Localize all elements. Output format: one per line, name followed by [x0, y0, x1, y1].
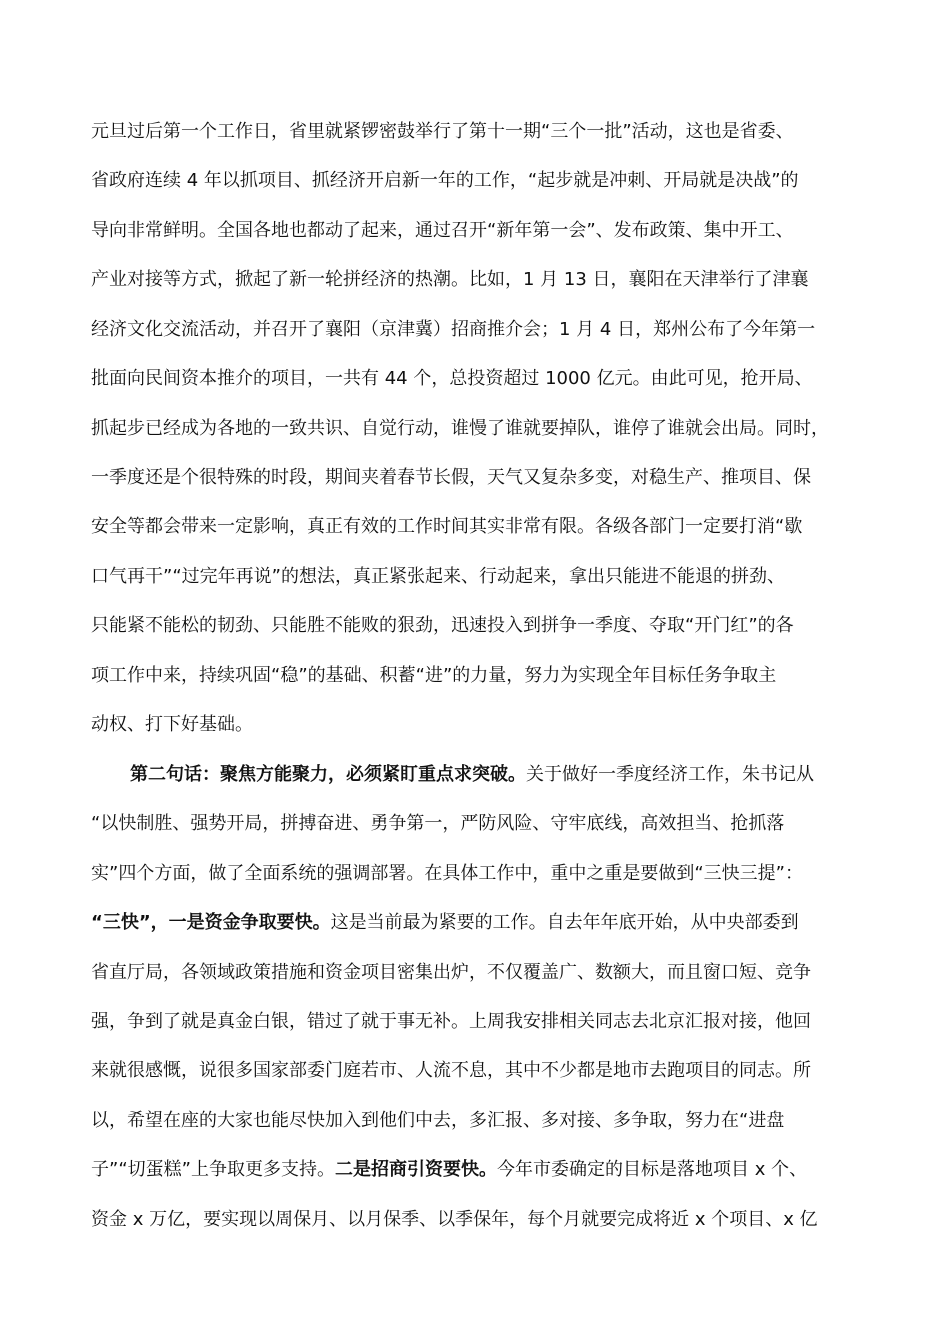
paragraph-1-line-7: 抓起步已经成为各地的一致共识、自觉行动，谁慢了谁就要掉队，谁停了谁就会出局。同时， — [91, 418, 829, 439]
paragraph-2-line-5: 省直厅局，各领域政策措施和资金项目密集出炉，不仅覆盖广、数额大，而且窗口短、竞争 — [91, 962, 811, 983]
paragraph-2-line-1-text: 关于做好一季度经济工作，朱书记从 — [526, 764, 814, 785]
paragraph-2-line-9 — [91, 1155, 881, 1185]
paragraph-1-line-9: 安全等都会带来一定影响，真正有效的工作时间其实非常有限。各级各部门一定要打消“歇 — [91, 516, 803, 537]
paragraph-2-line-10: 资金 x 万亿，要实现以周保月、以月保季、以季保年，每个月就要完成将近 x 个项目、x 亿 — [91, 1209, 818, 1230]
paragraph-2-line-7: 来就很感慨，说很多国家部委门庭若市、人流不息，其中不少都是地市去跑项目的同志。所 — [91, 1060, 811, 1081]
paragraph-2-line-3: 实”四个方面，做了全面系统的强调部署。在具体工作中，重中之重是要做到“三快三提”： — [91, 863, 803, 884]
paragraph-1-line-3: 导向非常鲜明。全国各地也都动了起来，通过召开“新年第一会”、发布政策、集中开工、 — [91, 220, 794, 241]
paragraph-1-line-13: 动权、打下好基础。 — [91, 714, 253, 735]
section-heading-second: 第二句话：聚焦方能聚力，必须紧盯重点求突破。 — [130, 764, 526, 785]
paragraph-1-line-2: 省政府连续 4 年以抓项目、抓经济开启新一年的工作，“起步就是冲刺、开局就是决战”的 — [91, 170, 799, 191]
paragraph-1-line-1: 元旦过后第一个工作日，省里就紧锣密鼓举行了第十一期“三个一批”活动，这也是省委、 — [91, 121, 794, 142]
subheading-capital-fast: “三快”，一是资金争取要快。 — [91, 912, 331, 933]
paragraph-2-line-9-text-b: 今年市委确定的目标是落地项目 x 个、 — [496, 1159, 808, 1180]
paragraph-2-line-8: 以，希望在座的大家也能尽快加入到他们中去，多汇报、多对接、多争取，努力在“进盘 — [91, 1110, 785, 1131]
paragraph-1-line-12: 项工作中来，持续巩固“稳”的基础、积蓄“进”的力量，努力为实现全年目标任务争取主 — [91, 665, 777, 686]
subheading-investment-fast: 二是招商引资要快。 — [334, 1159, 497, 1180]
paragraph-2-line-2: “以快制胜、强势开局，拼搏奋进、勇争第一，严防风险、守牢底线，高效担当、抢抓落 — [91, 813, 785, 834]
paragraph-1-line-4: 产业对接等方式，掀起了新一轮拼经济的热潮。比如，1 月 13 日，襄阳在天津举行了津襄 — [91, 269, 809, 290]
paragraph-2-line-1 — [130, 760, 881, 790]
paragraph-1-line-10: 口气再干”“过完年再说”的想法，真正紧张起来、行动起来，拿出只能进不能退的拼劲、 — [91, 566, 785, 587]
paragraph-2-line-9-text-a: 子”“切蛋糕”上争取更多支持。 — [91, 1159, 335, 1180]
paragraph-1-line-6: 批面向民间资本推介的项目，一共有 44 个，总投资超过 1000 亿元。由此可见，抢开局、 — [91, 368, 813, 389]
paragraph-1-line-11: 只能紧不能松的韧劲、只能胜不能败的狠劲，迅速投入到拼争一季度、夺取“开门红”的各 — [91, 615, 794, 636]
paragraph-1-line-8: 一季度还是个很特殊的时段，期间夹着春节长假，天气又复杂多变，对稳生产、推项目、保 — [91, 467, 811, 488]
paragraph-1-line-5: 经济文化交流活动，并召开了襄阳（京津冀）招商推介会；1 月 4 日，郑州公布了今年第一 — [91, 319, 816, 340]
paragraph-2-line-4 — [91, 908, 881, 938]
paragraph-2-line-4-text: 这是当前最为紧要的工作。自去年年底开始，从中央部委到 — [330, 912, 799, 933]
paragraph-2-line-6: 强，争到了就是真金白银，错过了就于事无补。上周我安排相关同志去北京汇报对接，他回 — [91, 1011, 811, 1032]
